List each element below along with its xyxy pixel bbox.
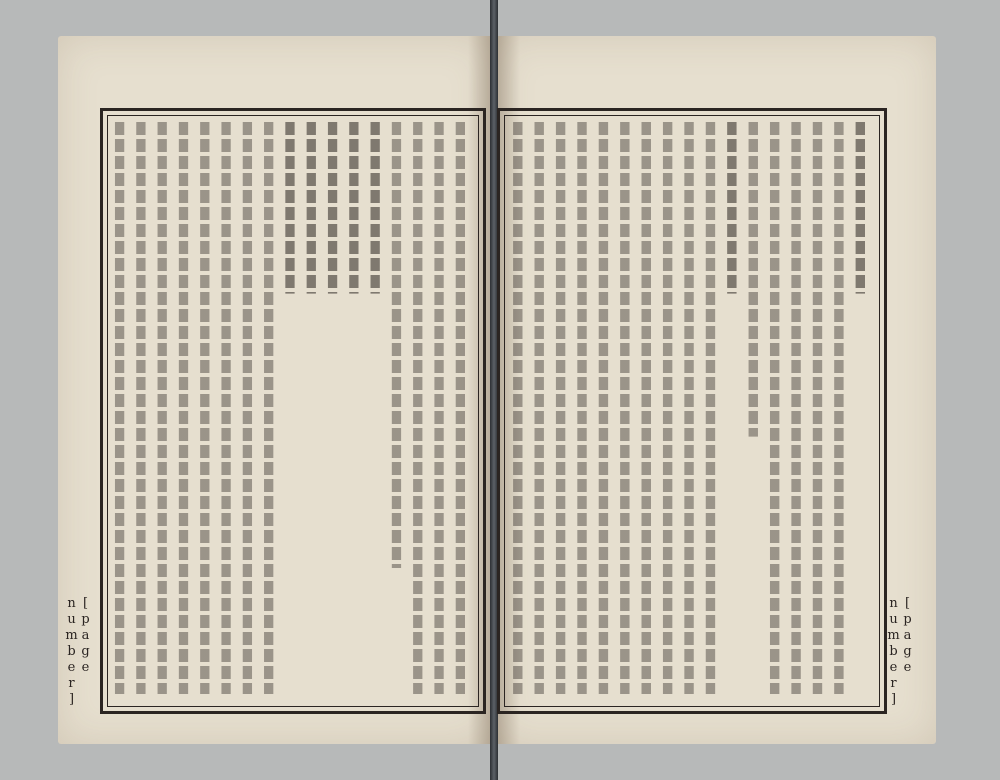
text-column [724,122,739,294]
text-column [639,122,654,694]
text-column [410,122,425,694]
text-column [155,122,170,694]
text-column [389,122,404,568]
text-column [617,122,632,694]
text-column [325,122,340,294]
right-page-number: [page number] [886,596,915,708]
text-column [810,122,825,694]
left-page-text [112,122,468,694]
text-column [510,122,525,694]
text-column [261,122,276,694]
right-page-text [510,122,868,694]
text-column [346,122,361,294]
text-column [681,122,696,694]
text-column [767,122,782,694]
text-column [218,122,233,694]
text-column [431,122,446,694]
text-column [532,122,547,694]
text-column [788,122,803,694]
text-column [197,122,212,694]
text-column [831,122,846,694]
text-column [368,122,383,294]
text-column [746,122,761,437]
text-column [553,122,568,694]
text-column [282,122,297,294]
text-column [853,122,868,294]
text-column [574,122,589,694]
text-column [112,122,127,694]
text-column [240,122,255,694]
text-column [703,122,718,694]
left-page-number: [page number] [64,596,93,708]
text-column [133,122,148,694]
text-column [660,122,675,694]
text-column [176,122,191,694]
text-column [304,122,319,294]
text-column [453,122,468,694]
text-column [596,122,611,694]
